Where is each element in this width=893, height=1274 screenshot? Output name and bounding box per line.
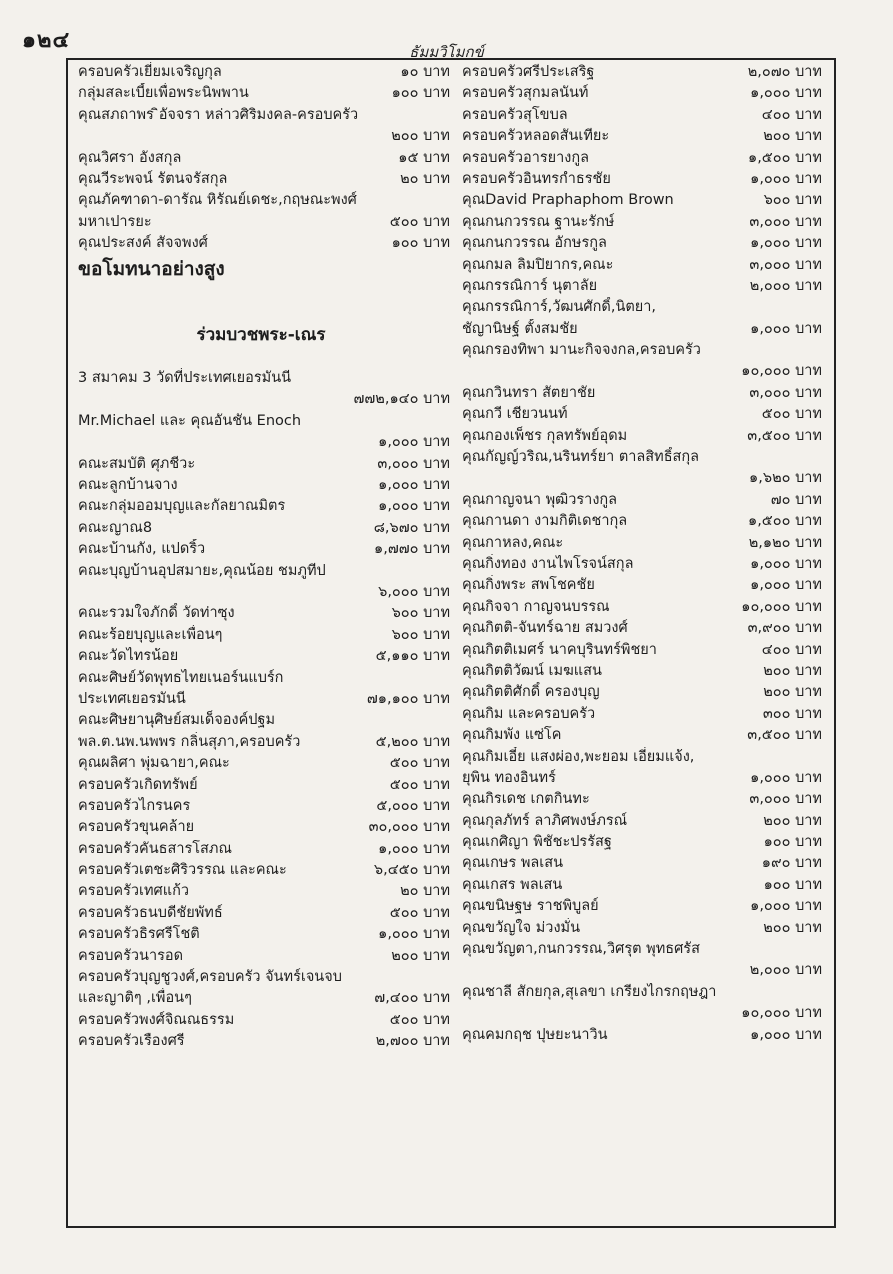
donation-amount: ๑๐,๐๐๐ บาท — [741, 1005, 822, 1022]
donor-row — [78, 796, 450, 817]
donor-name: คุณสภถาพร ิอัจจรา หล่าวศิริมงคล-ครอบครัว — [78, 106, 359, 123]
donor-row — [78, 283, 450, 304]
page-number: ๑๒๔ — [22, 28, 71, 53]
donor-name: คณะศิษย์วัดพุทธไทยเนอร์นแบร์ก — [78, 669, 284, 686]
donor-row — [78, 126, 450, 147]
donor-name: คุณกิตติวัฒน์ เมฆแสน — [462, 662, 602, 679]
donor-row — [78, 646, 450, 667]
donor-name: คุณกัญญ์วริณ,นรินทร์ยา ตาลสิทธิ์สกุล — [462, 449, 700, 466]
donor-row — [78, 860, 450, 881]
donor-name: คุณกรองทิพา มานะกิจจงกล,ครอบครัว — [462, 342, 701, 359]
donor-row — [462, 682, 822, 703]
donor-row — [462, 725, 822, 746]
donor-row — [78, 561, 450, 582]
donation-amount: ๓,๕๐๐ บาท — [747, 727, 822, 744]
donation-amount: ๑,๐๐๐ บาท — [378, 434, 450, 451]
donation-amount: ๑,๐๐๐ บาท — [378, 926, 450, 943]
donation-amount: ๖๐๐ บาท — [763, 192, 822, 209]
donor-row — [462, 105, 822, 126]
donation-amount: ๑,๐๐๐ บาท — [378, 840, 450, 857]
donation-amount: ๑,๐๐๐ บาท — [750, 898, 822, 915]
donation-amount: ๑,๐๐๐ บาท — [750, 555, 822, 572]
donor-name: คุณDavid Praphaphom Brown — [462, 192, 674, 209]
donor-row — [462, 960, 822, 981]
donor-name: คุณชาลี สักยกุล,สุเลขา เกรียงไกรกฤษฎา — [462, 983, 717, 1000]
donation-amount: ๑๐๐ บาท — [763, 834, 822, 851]
donation-amount: ๑๐,๐๐๐ บาท — [741, 363, 822, 380]
donor-name: คุณกิ่งพระ สพโชคชัย — [462, 577, 595, 594]
donor-name: คุณกิมพัง แซ่โค — [462, 727, 562, 744]
donor-row — [78, 924, 450, 945]
donation-amount: ๒๐๐ บาท — [763, 812, 822, 829]
donor-row — [462, 789, 822, 810]
donor-name: ชัญานิษฐ์ ตั้งสมชัย — [462, 320, 578, 337]
donor-row — [462, 148, 822, 169]
donor-row — [462, 212, 822, 233]
donor-name: คุณเกษร พลเสน — [462, 855, 564, 872]
donor-row — [462, 276, 822, 297]
donor-name: 3 สมาคม 3 วัดที่ประเทศเยอรมันนี — [78, 370, 292, 387]
donation-amount: ๑,๐๐๐ บาท — [750, 85, 822, 102]
donor-name: ครอบครัวหลอดสันเทียะ — [462, 128, 610, 145]
donor-row — [78, 212, 450, 233]
donor-row — [462, 297, 822, 318]
donor-name: คุณกรรณิการ์,วัฒนศักดิ์,นิตยา, — [462, 299, 657, 316]
donor-row — [462, 704, 822, 725]
donor-row — [462, 404, 822, 425]
donor-row — [78, 603, 450, 624]
donation-amount: ๓,๐๐๐ บาท — [749, 384, 822, 401]
donor-name: คุณกานดา งามกิติเดชากุล — [462, 513, 628, 530]
donor-name: ครอบครัวขุนคล้าย — [78, 819, 195, 836]
donation-amount: ๑,๕๐๐ บาท — [747, 149, 822, 166]
donor-row — [78, 668, 450, 689]
donation-amount: ๒๐๐ บาท — [763, 128, 822, 145]
donation-amount: ๑๐๐ บาท — [391, 235, 450, 252]
donor-name: คุณกิตติเมศร์ นาคบุรินทร์พิชยา — [462, 641, 657, 658]
donor-row — [78, 1031, 450, 1052]
donor-name: คุณวีระพจน์ รัตนจรัสกุล — [78, 170, 228, 187]
donor-row — [78, 325, 450, 346]
donation-amount: ๗๐ บาท — [770, 491, 822, 508]
running-head: ธัมมวิโมกข์ — [409, 43, 484, 61]
donor-name: คุณเกศิญา พิชัชะปรรัสฐ — [462, 834, 612, 851]
donor-name: คุณกิตติ-จันทร์ฉาย สมวงศ์ — [462, 620, 628, 637]
donor-row — [462, 62, 822, 83]
donor-name: คณะบ้านกัง, แปดริ้ว — [78, 541, 206, 558]
donor-name: คุณกาหลง,คณะ — [462, 534, 564, 551]
donation-amount: ๔๐๐ บาท — [761, 106, 822, 123]
donor-row — [462, 468, 822, 489]
donor-row — [78, 389, 450, 410]
donor-name: คุณกาญจนา พุฒิวรางกูล — [462, 491, 618, 508]
donor-name: ครอบครัวสุกมลนันท์ — [462, 85, 589, 102]
donor-name: คุณขนิษฐษ ราชพิบูลย์ — [462, 898, 599, 915]
donor-name: คุณกิมเอี๋ย แสงผ่อง,พะยอม เอี่ยมแจ้ง, — [462, 748, 695, 765]
donor-row — [78, 255, 450, 283]
donation-amount: ๕๐๐ บาท — [389, 1011, 450, 1028]
donor-row — [462, 533, 822, 554]
donor-row — [78, 518, 450, 539]
donor-name: คุณเกสร พลเสน — [462, 876, 563, 893]
donor-row — [78, 169, 450, 190]
donation-amount: ๒๐ บาท — [400, 170, 450, 187]
donor-row — [462, 875, 822, 896]
donor-row — [78, 732, 450, 753]
donor-row — [78, 233, 450, 254]
donation-amount: ๒,๗๐๐ บาท — [375, 1033, 450, 1050]
donor-name: คณะร้อยบุญและเพื่อนๆ — [78, 626, 223, 643]
donor-name: คุณประสงค์ สัจจพงศ์ — [78, 235, 208, 252]
donation-amount: ๕๐๐ บาท — [761, 406, 822, 423]
donor-name: ครอบครัวนารอด — [78, 947, 183, 964]
donor-row — [462, 832, 822, 853]
donation-amount: ๒๐๐ บาท — [763, 919, 822, 936]
donation-amount: ๓๐,๐๐๐ บาท — [368, 819, 450, 836]
donation-amount: ๑๐๐ บาท — [391, 85, 450, 102]
donation-amount: ๓,๐๐๐ บาท — [749, 256, 822, 273]
donation-amount: ๓,๐๐๐ บาท — [749, 213, 822, 230]
donation-amount: ๒๐๐ บาท — [391, 128, 450, 145]
donation-amount: ๖๐๐ บาท — [391, 605, 450, 622]
donation-amount: ๑,๐๐๐ บาท — [378, 498, 450, 515]
donor-row — [462, 853, 822, 874]
donor-name: คณะญาณ8 — [78, 519, 153, 536]
donor-row — [462, 811, 822, 832]
donation-amount: ๑,๐๐๐ บาท — [750, 320, 822, 337]
donor-row — [78, 475, 450, 496]
donor-row — [462, 747, 822, 768]
left-column — [78, 62, 450, 1053]
donor-name: คณะศิษยานุศิษย์สมเด็จองค์ปฐม — [78, 712, 276, 729]
donor-name: คุณภัคฑาดา-ดารัณ หิรัณย์เดชะ,กฤษณะพงศ์ — [78, 192, 357, 209]
donor-name: ร่วมบวชพระ-เณร — [196, 325, 326, 346]
donor-name: Mr.Michael และ คุณอันชัน Enoch — [78, 412, 302, 429]
donor-row — [78, 368, 450, 389]
donation-amount: ๑,๖๒๐ บาท — [749, 470, 822, 487]
donor-row — [462, 255, 822, 276]
donor-row — [78, 881, 450, 902]
donor-row — [78, 817, 450, 838]
donor-row — [462, 233, 822, 254]
donation-amount: ๑,๐๐๐ บาท — [750, 769, 822, 786]
donor-name: ครอบครัวเกิดทรัพย์ — [78, 776, 198, 793]
donor-row — [462, 490, 822, 511]
donation-amount: ๒๐๐ บาท — [763, 684, 822, 701]
donor-row — [78, 710, 450, 731]
donor-row — [462, 426, 822, 447]
donor-row — [462, 597, 822, 618]
donation-amount: ๕,๒๐๐ บาท — [375, 733, 450, 750]
donor-row — [462, 126, 822, 147]
right-column — [462, 62, 822, 1046]
donor-row — [462, 939, 822, 960]
donation-amount: ๗,๔๐๐ บาท — [374, 990, 450, 1007]
donation-amount: ๒,๑๒๐ บาท — [748, 534, 822, 551]
donor-name: คณะรวมใจภักดิ์ วัดท่าซุง — [78, 605, 235, 622]
donation-amount: ๖,๐๐๐ บาท — [378, 583, 450, 600]
donor-name: คณะวัดไทรน้อย — [78, 648, 179, 665]
donor-name: ครอบครัวสุโขบล — [462, 106, 568, 123]
donor-name: คุณกวินทรา สัตยาชัย — [462, 384, 596, 401]
donation-amount: ๑,๐๐๐ บาท — [750, 1026, 822, 1043]
donor-row — [462, 768, 822, 789]
donation-amount: ๑๙๐ บาท — [761, 855, 822, 872]
donor-row — [462, 319, 822, 340]
donor-row — [462, 896, 822, 917]
donor-name: ครอบครัวอินทรกำธรชัย — [462, 170, 611, 187]
donor-row — [462, 554, 822, 575]
donor-name: คุณขวัญใจ ม่วงมั่น — [462, 919, 580, 936]
donation-amount: ๑,๐๐๐ บาท — [378, 477, 450, 494]
donation-amount: ๕,๐๐๐ บาท — [376, 797, 450, 814]
donor-row — [462, 361, 822, 382]
donor-row — [78, 432, 450, 453]
donor-row — [78, 775, 450, 796]
donor-row — [78, 946, 450, 967]
donation-amount: ๑,๐๐๐ บาท — [750, 170, 822, 187]
donor-name: คุณกิม และครอบครัว — [462, 705, 596, 722]
donor-name: คุณวิศรา อังสกุล — [78, 149, 182, 166]
donation-amount: ๑๐ บาท — [400, 64, 450, 80]
donor-row — [462, 982, 822, 1003]
donor-name: คณะลูกบ้านจาง — [78, 477, 178, 494]
donor-name: คุณขวัญตา,กนกวรรณ,วิศรุต พุทธศรัส — [462, 941, 700, 958]
donor-row — [78, 625, 450, 646]
donation-amount: ๑,๗๗๐ บาท — [374, 541, 450, 558]
donor-row — [462, 918, 822, 939]
donor-name: ครอบครัวบุญชูวงศ์,ครอบครัว จันทร์เจนจบ — [78, 969, 342, 986]
donor-name: ขอโมทนาอย่างสูง — [78, 257, 225, 280]
donation-amount: ๕๐๐ บาท — [389, 755, 450, 772]
donor-row — [78, 411, 450, 432]
donor-row — [78, 62, 450, 83]
donor-name: คุณกรรณิการ์ นุตาลัย — [462, 277, 598, 294]
donation-amount: ๑๕ บาท — [398, 149, 450, 166]
donation-amount: ๕๐๐ บาท — [389, 904, 450, 921]
donor-row — [78, 347, 450, 368]
donation-amount: ๑,๐๐๐ บาท — [750, 577, 822, 594]
donor-row — [78, 967, 450, 988]
donor-row — [78, 753, 450, 774]
donor-name: คณะบุญบ้านอุปสมายะ,คุณน้อย ชมภูทีป — [78, 562, 326, 579]
donor-name: คุณคมกฤช ปุษยะนาวิน — [462, 1026, 608, 1043]
donor-name: ครอบครัวธนบดีชัยพัทธ์ — [78, 904, 223, 921]
donation-amount: ๔๐๐ บาท — [761, 641, 822, 658]
donation-amount: ๓,๕๐๐ บาท — [747, 427, 822, 444]
donor-name: คุณกนกวรรณ ฐานะรักษ์ — [462, 213, 615, 230]
donor-name: ครอบครัวเตชะศิริวรรณ และคณะ — [78, 862, 287, 879]
donor-name: ครอบครัวเทศแก้ว — [78, 883, 190, 900]
donation-amount: ๒๐ บาท — [400, 883, 450, 900]
donation-amount: ๓,๐๐๐ บาท — [749, 791, 822, 808]
donor-name: ประเทศเยอรมันนี — [78, 690, 186, 707]
donor-name: คุณกิจจา กาญจนบรรณ — [462, 598, 610, 615]
donation-amount: ๑,๐๐๐ บาท — [750, 235, 822, 252]
donor-name: คุณกิรเดช เกตกินทะ — [462, 791, 590, 808]
donor-row — [78, 148, 450, 169]
donation-amount: ๕๐๐ บาท — [389, 776, 450, 793]
donation-amount: ๒๐๐ บาท — [763, 662, 822, 679]
donation-amount: ๒,๐๐๐ บาท — [749, 962, 822, 979]
donor-row — [78, 539, 450, 560]
donation-amount: ๗๑,๑๐๐ บาท — [366, 690, 450, 707]
donor-row — [78, 105, 450, 126]
donor-name: ครอบครัวอารยางกูล — [462, 149, 590, 166]
donor-row — [462, 575, 822, 596]
donor-name: ครอบครัวคันธสารโสภณ — [78, 840, 232, 857]
donor-row — [462, 447, 822, 468]
donation-amount: ๕,๑๑๐ บาท — [375, 648, 450, 665]
donor-name: คุณกิ่งทอง งานไพโรจน์สกุล — [462, 555, 634, 572]
donor-row — [78, 689, 450, 710]
donor-name: มหาเปารยะ — [78, 213, 152, 230]
donor-name: ครอบครัวศรีประเสริฐ — [462, 64, 595, 80]
donation-amount: ๒,๐๐๐ บาท — [749, 277, 822, 294]
donor-row — [78, 903, 450, 924]
donation-amount: ๑,๕๐๐ บาท — [747, 513, 822, 530]
donor-name: ครอบครัวไกรนคร — [78, 797, 191, 814]
donor-name: คุณกมล ลิมปิยากร,คณะ — [462, 256, 614, 273]
donation-amount: ๘,๖๗๐ บาท — [373, 519, 450, 536]
donation-amount: ๗๗๒,๑๔๐ บาท — [353, 391, 450, 408]
donor-row — [78, 496, 450, 517]
donor-name: ครอบครัวเรืองศรี — [78, 1033, 185, 1050]
donation-amount: ๖๐๐ บาท — [391, 626, 450, 643]
donor-name: ครอบครัวพงศ์จิณณธรรม — [78, 1011, 235, 1028]
donor-row — [462, 661, 822, 682]
donor-row — [462, 340, 822, 361]
donor-row — [462, 83, 822, 104]
donor-row — [462, 169, 822, 190]
donor-name: ครอบครัวเยี่ยมเจริญกุล — [78, 64, 222, 80]
donor-name: คณะกลุ่มออมบุญและกัลยาณมิตร — [78, 498, 286, 515]
donor-name: ครอบครัวธิรศรีโชติ — [78, 926, 200, 943]
donor-name: คุณกวี เชียวนนท์ — [462, 406, 568, 423]
donor-row — [78, 582, 450, 603]
donor-row — [78, 988, 450, 1009]
donation-amount: ๑๐๐ บาท — [763, 876, 822, 893]
donor-row — [78, 839, 450, 860]
donor-row — [462, 640, 822, 661]
donor-row — [462, 190, 822, 211]
donor-row — [78, 454, 450, 475]
donor-row — [78, 190, 450, 211]
donor-row — [78, 304, 450, 325]
donor-name: คุณกุลภัทร์ ลาภิศพงษ์ภรณ์ — [462, 812, 628, 829]
donor-name: และญาติๆ ,เพื่อนๆ — [78, 990, 192, 1007]
donor-row — [78, 83, 450, 104]
donor-name: กลุ่มสละเบี้ยเพื่อพระนิพพาน — [78, 85, 249, 102]
donation-amount: ๑๐,๐๐๐ บาท — [741, 598, 822, 615]
donor-name: คุณกิตติศักดิ์ ครองบุญ — [462, 684, 600, 701]
donor-name: ยุพิน ทองอินทร์ — [462, 769, 556, 786]
donor-row — [462, 511, 822, 532]
donor-name: คุณผลิศา พุ่มฉายา,คณะ — [78, 755, 230, 772]
donation-amount: ๓,๙๐๐ บาท — [747, 620, 822, 637]
donor-name: คณะสมบัติ ศุภชีวะ — [78, 455, 196, 472]
donor-name: พล.ต.นพ.นพพร กลิ่นสุภา,ครอบครัว — [78, 733, 301, 750]
donation-amount: ๒๐๐ บาท — [391, 947, 450, 964]
donation-amount: ๓๐๐ บาท — [762, 705, 822, 722]
donor-row — [78, 1010, 450, 1031]
donation-amount: ๖,๔๕๐ บาท — [373, 862, 450, 879]
donor-row — [462, 1003, 822, 1024]
donor-row — [462, 618, 822, 639]
donation-amount: ๓,๐๐๐ บาท — [377, 455, 450, 472]
donor-row — [462, 1025, 822, 1046]
donor-name: คุณกองเพ็ชร กุลทรัพย์อุดม — [462, 427, 628, 444]
donation-amount: ๕๐๐ บาท — [389, 213, 450, 230]
donor-name: คุณกนกวรรณ อักษรกูล — [462, 235, 607, 252]
donor-row — [462, 383, 822, 404]
donation-amount: ๒,๐๗๐ บาท — [747, 64, 822, 80]
